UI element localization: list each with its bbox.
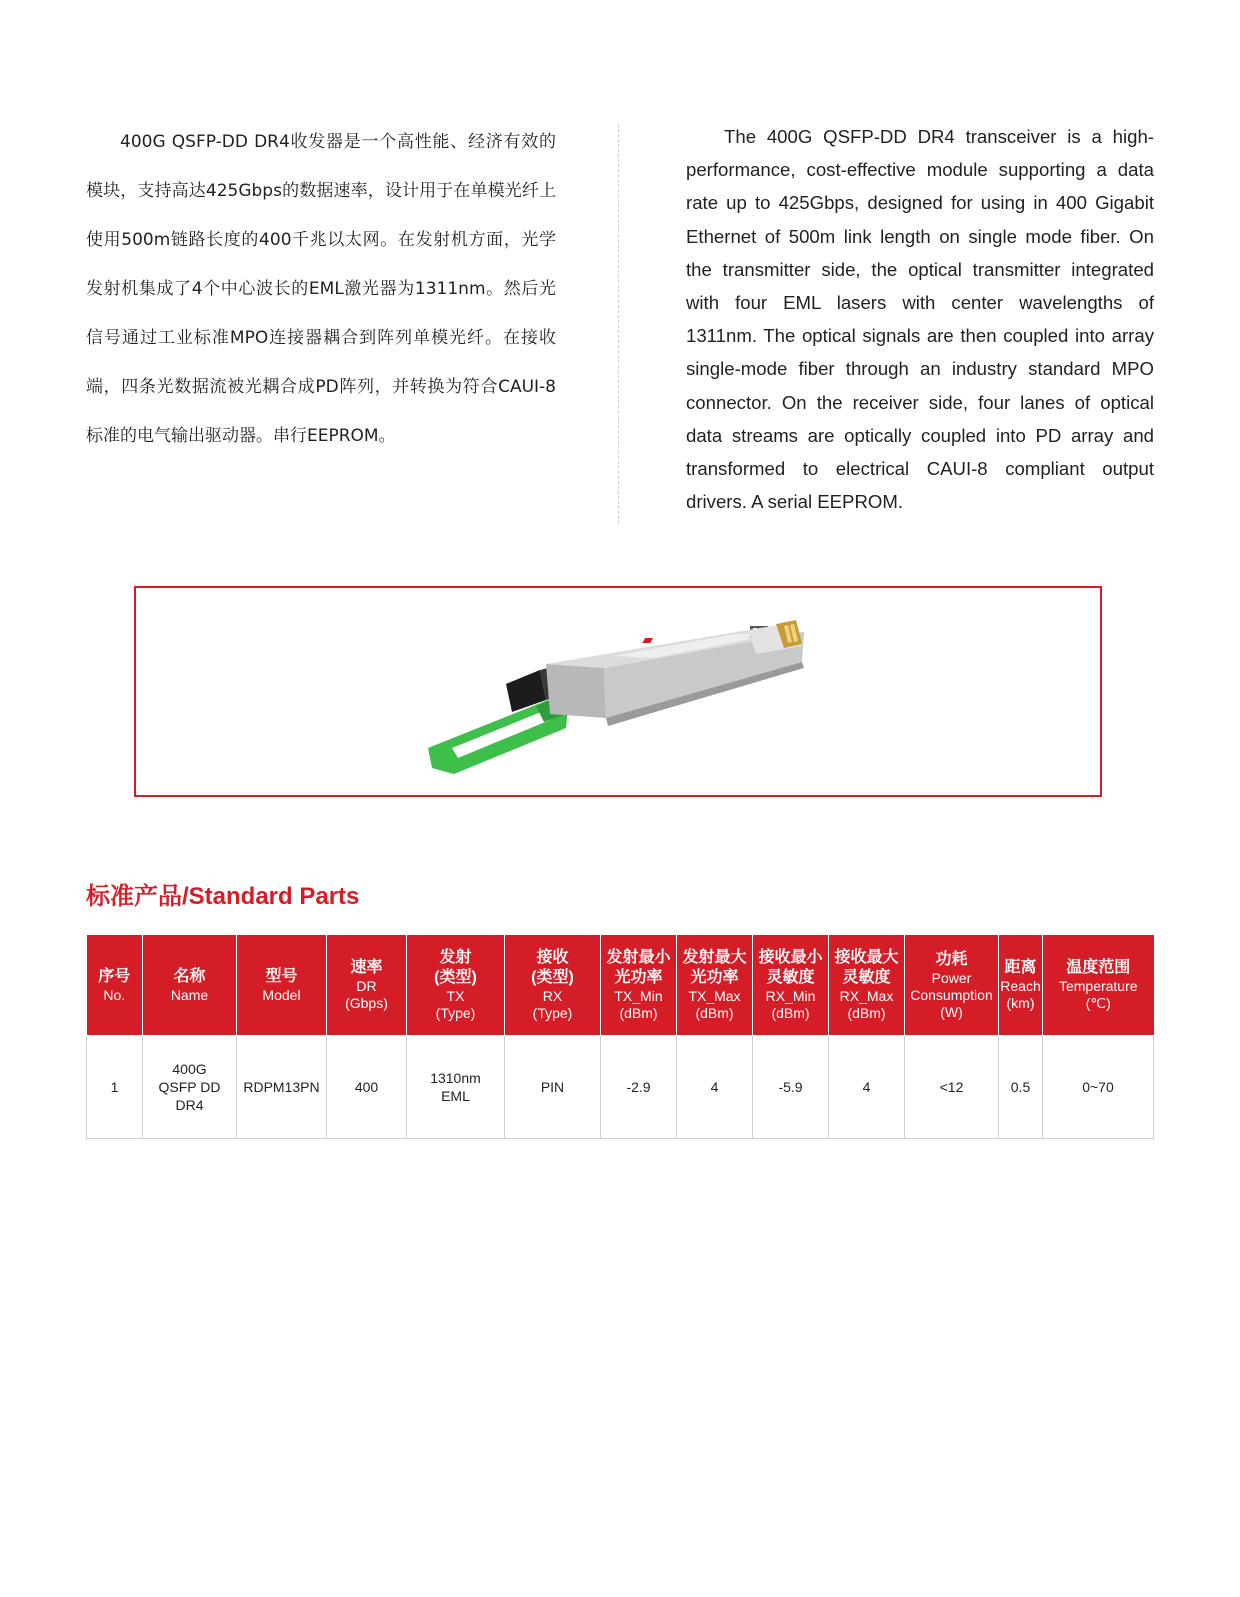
cell-tx-line: 1310nm bbox=[430, 1070, 481, 1086]
intro-english-text: The 400G QSFP-DD DR4 transceiver is a high-performance, cost-effective module supporting a data rate up to 425Gbps, designed for using in 400 Gigabit Ethernet of 500m link length on single mode fiber. On the transmitter side, the optical transmitter integrated with four EML lasers with center wavelengths of 1311nm. The optical signals are then coupled into array single-mode fiber through an industry standard MPO connector. On the receiver side, four lanes of optical data streams are optically coupled into PD array and transformed to electrical CAUI-8 compliant output drivers. A serial EEPROM. bbox=[686, 126, 1154, 513]
cell-rx-max: 4 bbox=[829, 1036, 905, 1139]
cell-power: <12 bbox=[905, 1036, 999, 1139]
product-photo-frame bbox=[134, 586, 1102, 797]
cell-tx-line: EML bbox=[441, 1088, 470, 1104]
intro-chinese-text: 400G QSFP-DD DR4收发器是一个高性能、经济有效的模块，支持高达425Gbps的数据速率，设计用于在单模光纤上使用500m链路长度的400千兆以太网。在发射机方面，光学发射机集成了4个中心波长的EML激光器为1311nm。然后光信号通过工业标准MPO连接器耦合到阵列单模光纤。在接收端，四条光数据流被光耦合成PD阵列，并转换为符合CAUI-8标准的电气输出驱动器。串行EEPROM。 bbox=[86, 132, 556, 446]
cell-name bbox=[143, 1036, 237, 1139]
standard-parts-table bbox=[86, 935, 1154, 1139]
header-temperature: 温度范围 Temperature (℃) bbox=[1043, 935, 1154, 1036]
header-reach: 距离 Reach (km) bbox=[999, 935, 1043, 1036]
cell-data-rate: 400 bbox=[327, 1036, 407, 1139]
section-title-standard-parts: 标准产品/Standard Parts bbox=[86, 883, 360, 910]
qsfp-dd-module-illustration bbox=[136, 588, 1100, 795]
header-no: 序号 No. bbox=[87, 935, 143, 1036]
header-rx-max: 接收最大 灵敏度 RX_Max (dBm) bbox=[829, 935, 905, 1036]
cell-tx-max: 4 bbox=[677, 1036, 753, 1139]
header-tx-max: 发射最大 光功率 TX_Max (dBm) bbox=[677, 935, 753, 1036]
header-power: 功耗 Power Consumption (W) bbox=[905, 935, 999, 1036]
header-model: 型号 Model bbox=[237, 935, 327, 1036]
table-row bbox=[87, 1036, 1154, 1139]
cell-model: RDPM13PN bbox=[237, 1036, 327, 1139]
cell-name-line: DR4 bbox=[175, 1097, 204, 1113]
cell-tx-type bbox=[407, 1036, 505, 1139]
cell-name-line: 400G bbox=[172, 1061, 207, 1077]
cell-no: 1 bbox=[87, 1036, 143, 1139]
cell-name-line: QSFP DD bbox=[158, 1079, 221, 1095]
header-rx-min: 接收最小 灵敏度 RX_Min (dBm) bbox=[753, 935, 829, 1036]
cell-reach: 0.5 bbox=[999, 1036, 1043, 1139]
cell-rx-type: PIN bbox=[505, 1036, 601, 1139]
header-tx-min: 发射最小 光功率 TX_Min (dBm) bbox=[601, 935, 677, 1036]
cell-temperature: 0~70 bbox=[1043, 1036, 1154, 1139]
table-header-row bbox=[87, 935, 1154, 1036]
header-tx-type: 发射 (类型) TX (Type) bbox=[407, 935, 505, 1036]
header-rx-type: 接收 (类型) RX (Type) bbox=[505, 935, 601, 1036]
header-name: 名称 Name bbox=[143, 935, 237, 1036]
cell-rx-min: -5.9 bbox=[753, 1036, 829, 1139]
cell-tx-min: -2.9 bbox=[601, 1036, 677, 1139]
column-divider bbox=[618, 124, 619, 524]
header-data-rate: 速率 DR (Gbps) bbox=[327, 935, 407, 1036]
